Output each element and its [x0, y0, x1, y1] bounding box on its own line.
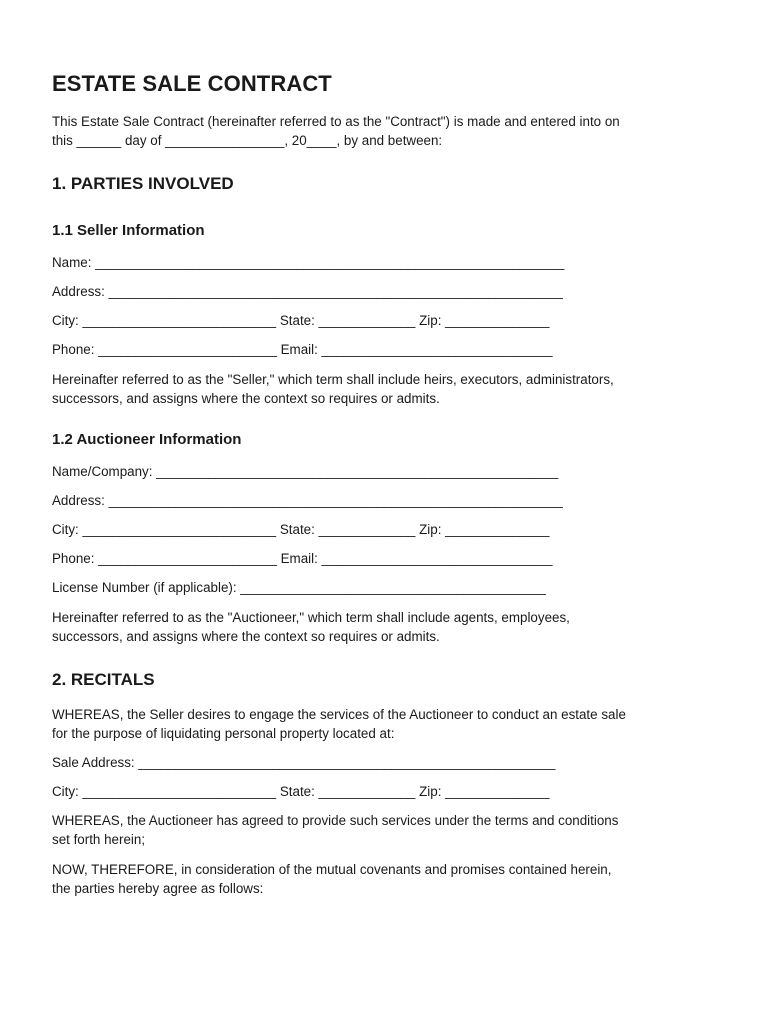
whereas-agreed-line-2: set forth herein;	[52, 832, 146, 847]
seller-info-heading: 1.1 Seller Information	[52, 222, 205, 239]
seller-name-field: Name: _______________________________________________________________	[52, 255, 565, 270]
intro-line-1: This Estate Sale Contract (hereinafter referred to as the "Contract") is made and entered into on	[52, 114, 620, 129]
intro-line-2: this ______ day of ________________, 20____, by and between:	[52, 133, 443, 148]
auctioneer-note-line-1: Hereinafter referred to as the "Auctioneer," which term shall include agents, employees,	[52, 610, 570, 625]
auctioneer-definition-paragraph	[52, 608, 722, 646]
seller-definition-paragraph	[52, 370, 722, 408]
auctioneer-address-field: Address: _____________________________________________________________	[52, 493, 563, 508]
now-therefore-paragraph	[52, 860, 722, 898]
intro-paragraph	[52, 112, 722, 150]
sale-city-state-zip-field: City: __________________________ State: _____________ Zip: ______________	[52, 784, 550, 799]
document-title: ESTATE SALE CONTRACT	[52, 71, 332, 96]
seller-phone-email-field: Phone: ________________________ Email: _______________________________	[52, 342, 553, 357]
whereas-engage-line-2: for the purpose of liquidating personal property located at:	[52, 726, 395, 741]
now-therefore-line-1: NOW, THEREFORE, in consideration of the mutual covenants and promises contained herein,	[52, 862, 612, 877]
whereas-agreed-paragraph	[52, 811, 722, 849]
auctioneer-phone-email-field: Phone: ________________________ Email: _______________________________	[52, 551, 553, 566]
auctioneer-city-state-zip-field: City: __________________________ State: _____________ Zip: ______________	[52, 522, 550, 537]
auctioneer-note-line-2: successors, and assigns where the context so requires or admits.	[52, 629, 440, 644]
seller-address-field: Address: _____________________________________________________________	[52, 284, 563, 299]
now-therefore-line-2: the parties hereby agree as follows:	[52, 881, 264, 896]
whereas-engage-line-1: WHEREAS, the Seller desires to engage the services of the Auctioneer to conduct an estate sale	[52, 707, 626, 722]
seller-city-state-zip-field: City: __________________________ State: _____________ Zip: ______________	[52, 313, 550, 328]
whereas-engage-paragraph	[52, 705, 722, 743]
section-recitals-heading: 2. RECITALS	[52, 670, 155, 689]
seller-note-line-2: successors, and assigns where the context so requires or admits.	[52, 391, 440, 406]
whereas-agreed-line-1: WHEREAS, the Auctioneer has agreed to provide such services under the terms and conditions	[52, 813, 619, 828]
section-parties-heading: 1. PARTIES INVOLVED	[52, 174, 234, 193]
auctioneer-license-field: License Number (if applicable): _________________________________________	[52, 580, 546, 595]
auctioneer-name-company-field: Name/Company: ______________________________________________________	[52, 464, 559, 479]
sale-address-field: Sale Address: ________________________________________________________	[52, 755, 556, 770]
seller-note-line-1: Hereinafter referred to as the "Seller," which term shall include heirs, executors, administrators,	[52, 372, 614, 387]
auctioneer-info-heading: 1.2 Auctioneer Information	[52, 431, 242, 448]
